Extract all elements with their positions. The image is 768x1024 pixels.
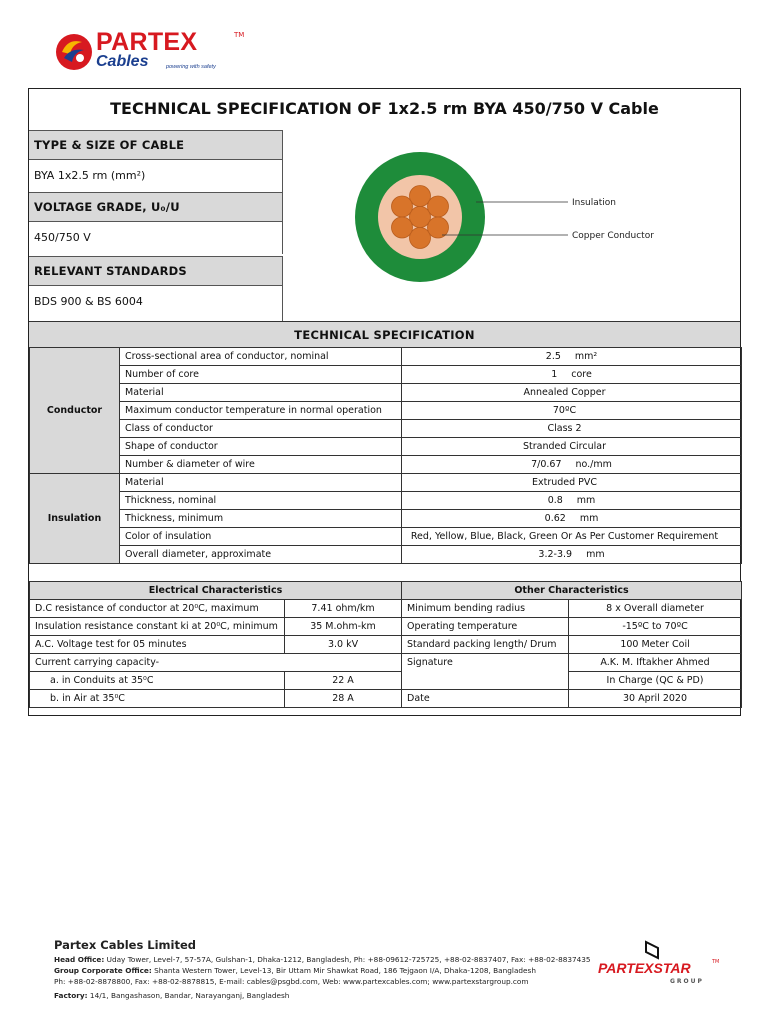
spec-value-number: 2.5 — [545, 351, 561, 362]
group-office-text: Shanta Western Tower, Level-13, Bir Uttam Mir Shawkat Road, 186 Tejgaon I/A, Dhaka-1208, Bangladesh — [154, 966, 536, 975]
table-row — [30, 348, 742, 366]
spec-value — [402, 348, 742, 366]
other-parameter: Minimum bending radius — [402, 600, 569, 618]
spec-sheet — [28, 88, 741, 716]
conductor-label: Copper Conductor — [572, 231, 654, 241]
date-value: 30 April 2020 — [569, 690, 742, 708]
standards-heading: RELEVANT STANDARDS — [29, 256, 283, 286]
other-value: 8 x Overall diameter — [569, 600, 742, 618]
star-group: GROUP — [670, 978, 704, 985]
spec-parameter: Cross-sectional area of conductor, nominal — [120, 348, 402, 366]
table-row — [30, 618, 742, 636]
type-size-heading: TYPE & SIZE OF CABLE — [29, 130, 283, 160]
star-brand: PARTEXSTAR — [598, 960, 691, 976]
spec-value — [402, 384, 742, 402]
partex-emblem-icon — [54, 32, 94, 72]
tech-spec-heading: TECHNICAL SPECIFICATION — [29, 321, 740, 348]
other-heading: Other Characteristics — [402, 582, 742, 600]
spec-value — [402, 402, 742, 420]
date-label: Date — [402, 690, 569, 708]
spec-parameter: Thickness, minimum — [120, 510, 402, 528]
signature-label: Signature — [402, 654, 569, 690]
spec-parameter: Class of conductor — [120, 420, 402, 438]
electrical-value: 28 A — [285, 690, 402, 708]
electrical-parameter: A.C. Voltage test for 05 minutes — [30, 636, 285, 654]
electrical-parameter: a. in Conduits at 35⁰C — [30, 672, 285, 690]
spec-value — [402, 420, 742, 438]
electrical-parameter: b. in Air at 35⁰C — [30, 690, 285, 708]
spec-value-number: 0.62 — [544, 513, 566, 524]
star-tm: TM — [712, 959, 720, 965]
electrical-value: 22 A — [285, 672, 402, 690]
electrical-parameter: D.C resistance of conductor at 20⁰C, maximum — [30, 600, 285, 618]
spec-value-number: 70ºC — [552, 405, 577, 416]
table-row — [30, 366, 742, 384]
spec-value — [402, 438, 742, 456]
brand-sub: Cables — [96, 53, 149, 70]
head-office-text: Uday Tower, Level-7, 57-57A, Gulshan-1, Dhaka-1212, Bangladesh, Ph: +88-09612-725725, +88-02-8837407, Fax: +88-02-8837435 — [106, 955, 591, 964]
spec-value — [402, 510, 742, 528]
spec-parameter: Number & diameter of wire — [120, 456, 402, 474]
spec-unit: mm — [576, 495, 596, 506]
star-emblem-icon — [644, 940, 662, 960]
spec-value-number: Annealed Copper — [523, 387, 606, 398]
spec-value — [402, 492, 742, 510]
partex-cables-logo — [54, 28, 254, 78]
spec-value-number: 3.2-3.9 — [538, 549, 573, 560]
footer — [54, 940, 594, 1001]
spec-parameter: Color of insulation — [120, 528, 402, 546]
brand-tm: TM — [234, 31, 245, 39]
factory-text: 14/1, Bangashason, Bandar, Narayanganj, Bangladesh — [89, 991, 290, 1000]
voltage-grade-value: 450/750 V — [29, 222, 283, 254]
spec-parameter: Thickness, nominal — [120, 492, 402, 510]
spec-parameter: Overall diameter, approximate — [120, 546, 402, 564]
standards-value: BDS 900 & BS 6004 — [29, 286, 283, 321]
other-parameter: Operating temperature — [402, 618, 569, 636]
table-row — [30, 510, 742, 528]
partexstar-logo — [598, 940, 728, 990]
other-value: -15ºC to 70ºC — [569, 618, 742, 636]
table-row — [30, 546, 742, 564]
electrical-parameter: Current carrying capacity- — [30, 654, 402, 672]
spec-value — [402, 528, 742, 546]
spec-unit: mm — [586, 549, 605, 560]
insulation-label: Insulation — [572, 198, 617, 208]
spec-unit: mm — [579, 513, 599, 524]
page-title: TECHNICAL SPECIFICATION OF 1x2.5 rm BYA 450/750 V Cable — [110, 99, 659, 118]
voltage-grade-heading: VOLTAGE GRADE, U₀/U — [29, 192, 283, 222]
other-parameter: Standard packing length/ Drum — [402, 636, 569, 654]
table-row — [30, 528, 742, 546]
other-value: 100 Meter Coil — [569, 636, 742, 654]
spec-parameter: Material — [120, 474, 402, 492]
spec-value — [402, 474, 742, 492]
spec-parameter: Shape of conductor — [120, 438, 402, 456]
tech-spec-table — [29, 347, 742, 564]
spec-value-number: 7/0.67 — [531, 459, 562, 470]
spec-value — [402, 366, 742, 384]
table-row — [30, 474, 742, 492]
table-row — [30, 438, 742, 456]
signature-role: In Charge (QC & PD) — [569, 672, 742, 690]
footer-company: Partex Cables Limited — [54, 938, 197, 952]
brand-name: PARTEX — [96, 28, 198, 56]
spec-unit: mm² — [574, 351, 598, 362]
electrical-value: 35 M.ohm-km — [285, 618, 402, 636]
spec-parameter: Number of core — [120, 366, 402, 384]
electrical-heading: Electrical Characteristics — [30, 582, 402, 600]
spec-parameter: Maximum conductor temperature in normal operation — [120, 402, 402, 420]
brand-tagline: powering with safety — [166, 64, 216, 70]
table-row — [30, 690, 742, 708]
signature-name: A.K. M. Iftakher Ahmed — [569, 654, 742, 672]
table-row — [30, 420, 742, 438]
contact-text: Ph: +88-02-8878800, Fax: +88-02-8878815, E-mail: cables@psgbd.com, Web: www.partexcables.com; www.partexstargroup.com — [54, 977, 529, 986]
table-row — [30, 600, 742, 618]
spec-unit: no./mm — [575, 459, 612, 470]
table-row — [30, 384, 742, 402]
spec-value-number: 0.8 — [547, 495, 563, 506]
spec-value-number: Class 2 — [547, 423, 582, 434]
table-row — [30, 672, 742, 690]
type-size-value: BYA 1x2.5 rm (mm²) — [29, 160, 283, 192]
insulation-group-label: Insulation — [30, 474, 120, 564]
characteristics-table — [29, 581, 742, 708]
spec-parameter: Material — [120, 384, 402, 402]
conductor-group-label: Conductor — [30, 348, 120, 474]
spec-unit: core — [571, 369, 592, 380]
table-row — [30, 456, 742, 474]
spec-value — [402, 546, 742, 564]
table-row — [30, 654, 742, 672]
spec-value-number: Red, Yellow, Blue, Black, Green Or As Per Customer Requirement — [410, 531, 719, 542]
group-office-label: Group Corporate Office: — [54, 966, 152, 975]
electrical-value: 7.41 ohm/km — [285, 600, 402, 618]
cable-cross-section-diagram — [354, 154, 654, 284]
electrical-value: 3.0 kV — [285, 636, 402, 654]
spec-value-number: Extruded PVC — [531, 477, 598, 488]
table-row — [30, 492, 742, 510]
electrical-parameter: Insulation resistance constant ki at 20⁰C, minimum — [30, 618, 285, 636]
table-row — [30, 402, 742, 420]
factory-label: Factory: — [54, 991, 88, 1000]
spec-value — [402, 456, 742, 474]
table-row — [30, 582, 742, 600]
spec-value-number: 1 — [551, 369, 558, 380]
spec-value-number: Stranded Circular — [522, 441, 606, 452]
table-row — [30, 636, 742, 654]
head-office-label: Head Office: — [54, 955, 105, 964]
